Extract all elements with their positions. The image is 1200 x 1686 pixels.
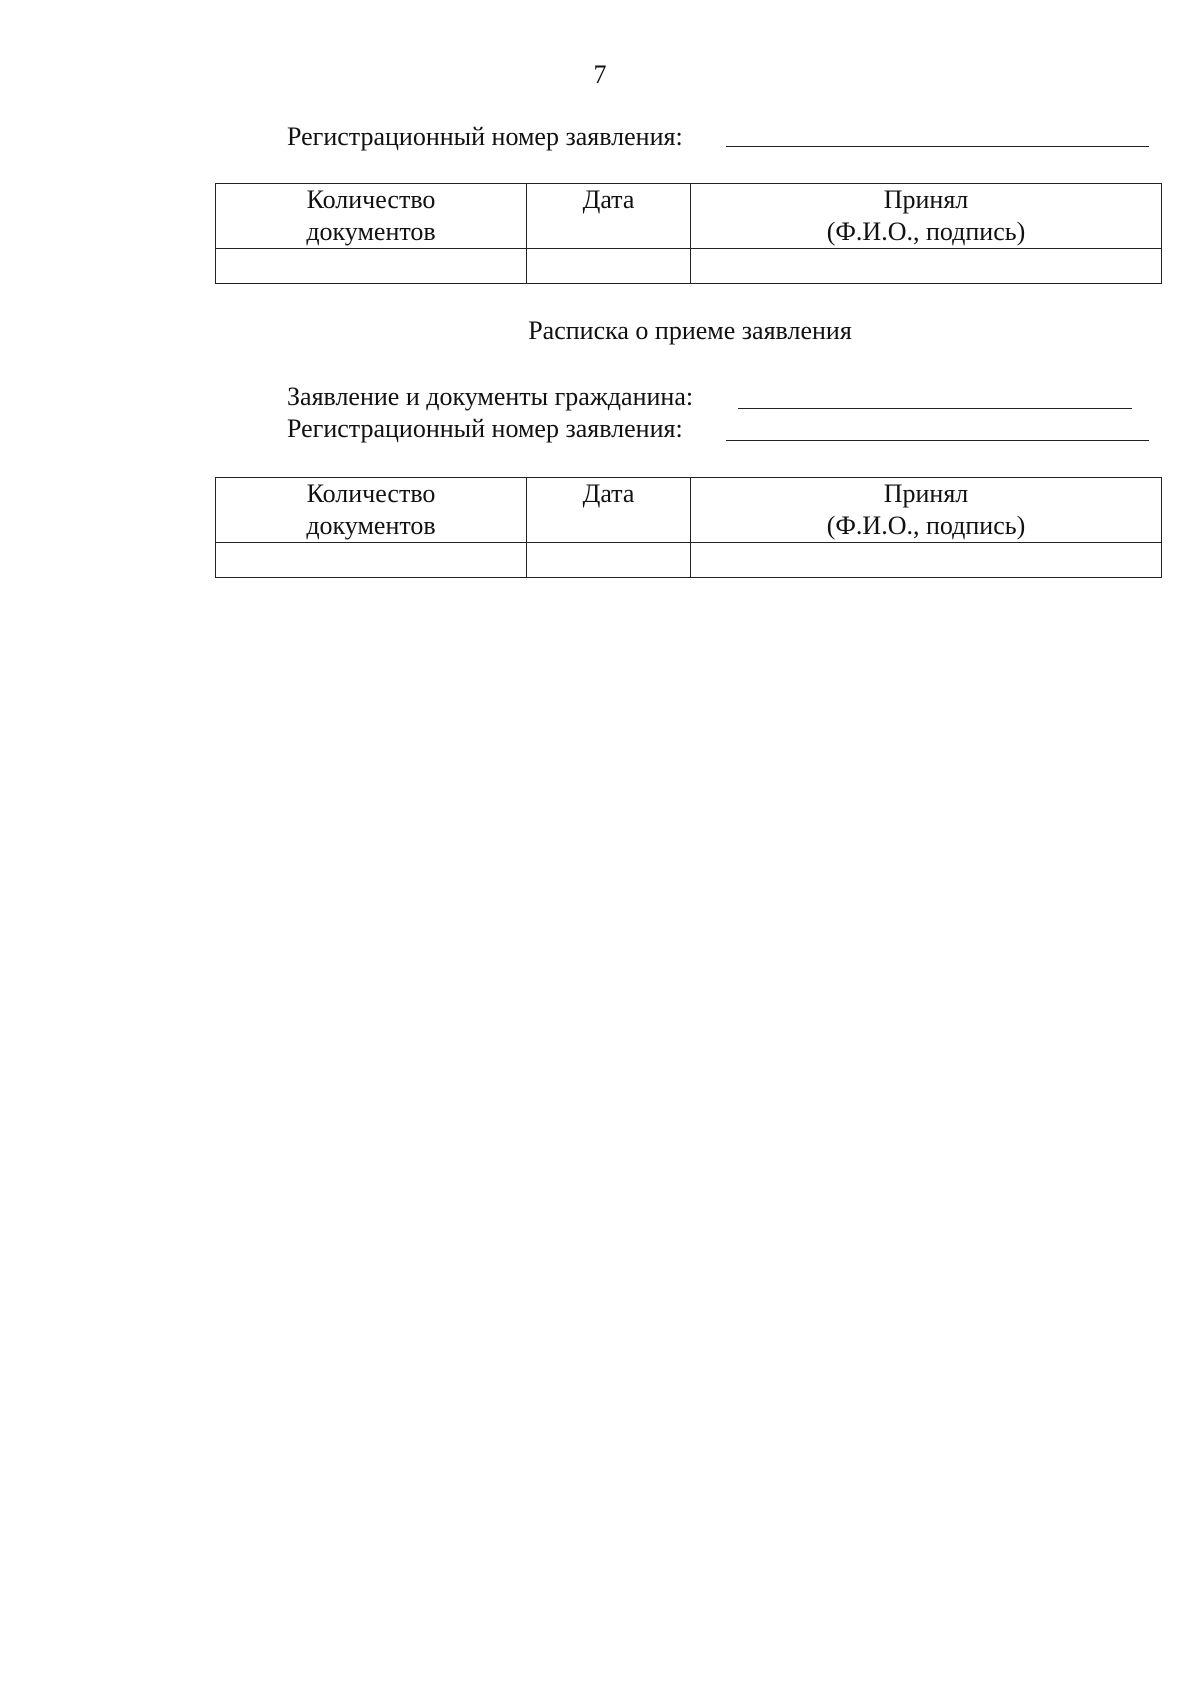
header-date [527, 184, 691, 249]
registration-number-field[interactable] [726, 440, 1149, 441]
header-line: (Ф.И.О., подпись) [826, 511, 1026, 540]
registration-number-label: Регистрационный номер заявления: [287, 122, 683, 151]
registration-number-field[interactable] [726, 146, 1149, 147]
documents-label: Заявление и документы гражданина: [287, 382, 694, 411]
header-line: Количество [306, 185, 436, 214]
header-documents-count [216, 478, 527, 543]
table-header-row [216, 478, 1162, 543]
header-line: документов [306, 511, 436, 540]
header-line: Дата [582, 479, 635, 508]
table-row [216, 249, 1162, 284]
acceptance-table-2 [215, 477, 1162, 578]
documents-field[interactable] [738, 408, 1132, 409]
cell-date[interactable] [527, 543, 691, 578]
cell-accepted-by[interactable] [691, 543, 1162, 578]
header-line: Принял [883, 479, 969, 508]
registration-number-label: Регистрационный номер заявления: [287, 414, 683, 443]
header-line: Количество [306, 479, 436, 508]
receipt-title: Расписка о приеме заявления [528, 316, 852, 345]
table-header-row [216, 184, 1162, 249]
cell-documents-count[interactable] [216, 249, 527, 284]
cell-date[interactable] [527, 249, 691, 284]
page-number: 7 [593, 60, 607, 89]
header-line: Принял [883, 185, 969, 214]
cell-accepted-by[interactable] [691, 249, 1162, 284]
header-accepted-by [691, 184, 1162, 249]
header-line: документов [306, 217, 436, 246]
acceptance-table-1 [215, 183, 1162, 284]
header-documents-count [216, 184, 527, 249]
header-accepted-by [691, 478, 1162, 543]
header-date [527, 478, 691, 543]
header-line: Дата [582, 185, 635, 214]
cell-documents-count[interactable] [216, 543, 527, 578]
header-line: (Ф.И.О., подпись) [826, 217, 1026, 246]
table-row [216, 543, 1162, 578]
